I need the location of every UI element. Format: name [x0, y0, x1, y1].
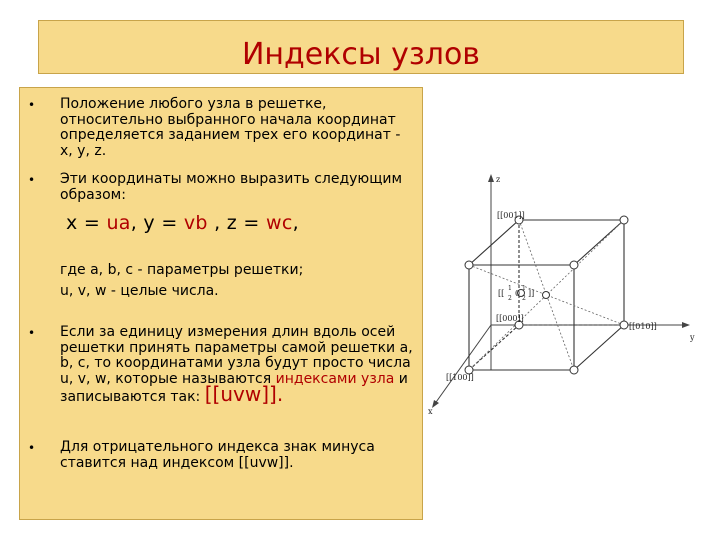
formula-wc: wc [265, 212, 293, 234]
lattice-node [465, 261, 473, 269]
formula-x-eq: x = [66, 212, 107, 234]
formula-z-eq: , z = [207, 212, 266, 234]
para3-text-b: и записываются так: [60, 370, 408, 405]
lattice-node [570, 261, 578, 269]
bullet-marker: • [28, 98, 36, 112]
lattice-node [543, 292, 550, 299]
y-axis-arrow [682, 322, 690, 328]
cubic-lattice-figure [424, 170, 714, 420]
x-axis-line [434, 325, 491, 405]
bullet-marker: • [28, 326, 36, 340]
label-center-mid: 0 [515, 289, 521, 298]
label-center-node [498, 285, 534, 302]
axis-label-z: z [496, 175, 501, 184]
params-line-2: u, v, w - целые числа. [60, 283, 219, 299]
paragraph-negative-index: Для отрицательного индекса знак минуса ставится над индексом [[uvw]]. [60, 439, 375, 471]
bullet-marker: • [28, 173, 36, 187]
label-center-open: [[ [498, 289, 505, 298]
para3-text-a: Если за единицу измерения длин вдоль осей решетки принять параметры самой решетки a, b, c, то координатами узла будут просто числа u, v, w, которые называются [60, 324, 413, 387]
formula-ua: ua [106, 212, 131, 234]
lattice-node [620, 216, 628, 224]
label-000: [[000]] [496, 314, 524, 323]
label-center-close: ]] [528, 289, 535, 298]
label-center-frac2-num: 1 [522, 285, 526, 292]
formula-vb: vb [183, 212, 208, 234]
para3-notation: [[uvw]]. [204, 382, 284, 406]
lattice-node [620, 321, 628, 329]
para3-highlight: индексами узла [275, 370, 395, 387]
label-center-frac2-den: 2 [522, 295, 526, 302]
lattice-node [570, 366, 578, 374]
paragraph-coordinates-expression: Эти координаты можно выразить следующим образом: [60, 171, 403, 203]
formula-y-eq: , y = [130, 212, 184, 234]
label-center-frac1-num: 1 [508, 285, 512, 292]
coordinate-formula [66, 212, 299, 234]
axis-label-x: x [428, 407, 433, 416]
params-line-1: где a, b, c - параметры решетки; [60, 262, 304, 278]
label-100: [[100]] [446, 373, 474, 382]
paragraph-node-indices [60, 325, 415, 406]
z-axis-arrow [488, 174, 494, 182]
axis-label-y: y [690, 333, 695, 342]
paragraph-node-position: Положение любого узла в решетке, относительно выбранного начала координат определяется заданием трех его координат - x, y, z. [60, 96, 401, 159]
bullet-marker: • [28, 441, 36, 455]
cube-edge [574, 325, 624, 370]
label-010: [[010]] [629, 322, 657, 331]
label-center-frac1-den: 2 [508, 295, 512, 302]
label-001: [[001]] [497, 211, 525, 220]
x-axis-arrow [432, 400, 439, 408]
cube-edge [574, 220, 624, 265]
slide-title: Индексы узлов [241, 37, 480, 72]
cube-edge [469, 220, 519, 265]
formula-end: , [292, 212, 299, 234]
title-panel [38, 20, 684, 74]
